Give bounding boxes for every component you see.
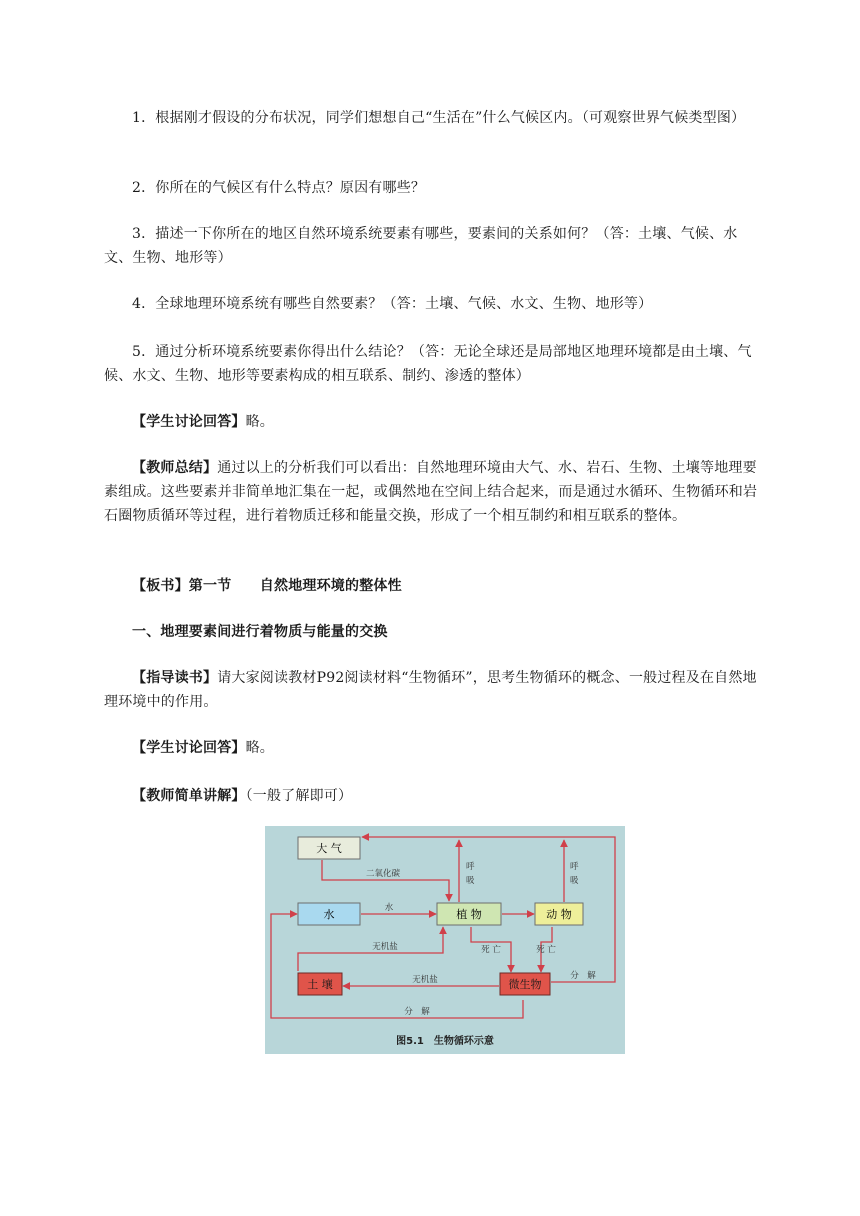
node-microbe-label: 微生物 (508, 978, 542, 991)
biological-cycle-figure (265, 826, 625, 1054)
guided-reading-text: 请大家阅读教材P92阅读材料“生物循环”，思考生物循环的概念、一般过程及在自然地理环境中的作用。 (104, 670, 757, 710)
section-heading-1: 一、地理要素间进行着物质与能量的交换 (132, 624, 388, 640)
label-respiration-2b: 吸 (570, 876, 579, 886)
teacher-brief-explanation (104, 784, 760, 808)
label-respiration-1b: 吸 (466, 876, 475, 886)
label-respiration-1a: 呼 (466, 862, 475, 872)
arrow-mineral-to-plant (298, 927, 443, 971)
node-soil-label: 土 壤 (307, 978, 333, 991)
student-answer-label-2: 【学生讨论回答】 (132, 740, 246, 756)
node-animal-label: 动 物 (546, 908, 572, 921)
label-water: 水 (384, 903, 394, 913)
teacher-brief-label: 【教师简单讲解】 (132, 788, 246, 804)
node-water-label: 水 (323, 908, 335, 921)
student-answer-text-2: 略。 (245, 740, 275, 756)
question-1: 1．根据刚才假设的分布状况，同学们想想自己“生活在”什么气候区内。（可观察世界气候类型图） (132, 110, 746, 126)
guided-reading (104, 666, 760, 714)
node-atmosphere-label: 大 气 (316, 842, 342, 855)
teacher-summary-text: 通过以上的分析我们可以看出：自然地理环境由大气、水、岩石、生物、土壤等地理要素组成。这些要素并非简单地汇集在一起，或偶然地在空间上结合起来，而是通过水循环、生物循环和岩石圈物质循环等过程，进行着物质迁移和能量交换，形成了一个相互制约和相互联系的整体。 (104, 460, 758, 524)
label-mineral-1: 无机盐 (372, 942, 398, 952)
question-2: 2．你所在的气候区有什么特点？原因有哪些？ (132, 180, 426, 196)
guided-reading-label: 【指导读书】 (132, 670, 218, 686)
student-answer-text: 略。 (245, 414, 275, 430)
label-death-2: 死 亡 (536, 945, 556, 955)
student-answer-2 (104, 736, 760, 760)
teacher-summary (104, 456, 760, 528)
figure-caption: 图5.1 生物循环示意 (396, 1036, 494, 1047)
arrow-co2 (322, 860, 449, 901)
label-respiration-2a: 呼 (570, 862, 579, 872)
blackboard-heading: 【板书】第一节 自然地理环境的整体性 (132, 578, 402, 594)
teacher-summary-label: 【教师总结】 (132, 460, 218, 476)
arrow-decompose-water (271, 914, 523, 1018)
student-answer-label: 【学生讨论回答】 (132, 414, 246, 430)
teacher-brief-text: （一般了解即可） (245, 788, 353, 804)
label-decompose-2: 分 解 (404, 1007, 430, 1017)
question-4: 4．全球地理环境系统有哪些自然要素？（答：土壤、气候、水文、生物、地形等） (132, 296, 653, 312)
biological-cycle-diagram (265, 826, 625, 1054)
question-5: 5．通过分析环境系统要素你得出什么结论？（答：无论全球还是局部地区地理环境都是由土壤、气候、水文、生物、地形等要素构成的相互联系、制约、渗透的整体） (104, 344, 752, 384)
student-answer-1 (104, 410, 760, 434)
label-decompose-1: 分 解 (570, 971, 596, 981)
label-mineral-2: 无机盐 (412, 975, 438, 985)
label-co2: 二氧化碳 (365, 869, 401, 879)
question-3: 3．描述一下你所在的地区自然环境系统要素有哪些，要素间的关系如何？（答：土壤、气候、水文、生物、地形等） (104, 226, 738, 266)
node-plant-label: 植 物 (456, 908, 482, 921)
label-death-1: 死 亡 (481, 945, 501, 955)
